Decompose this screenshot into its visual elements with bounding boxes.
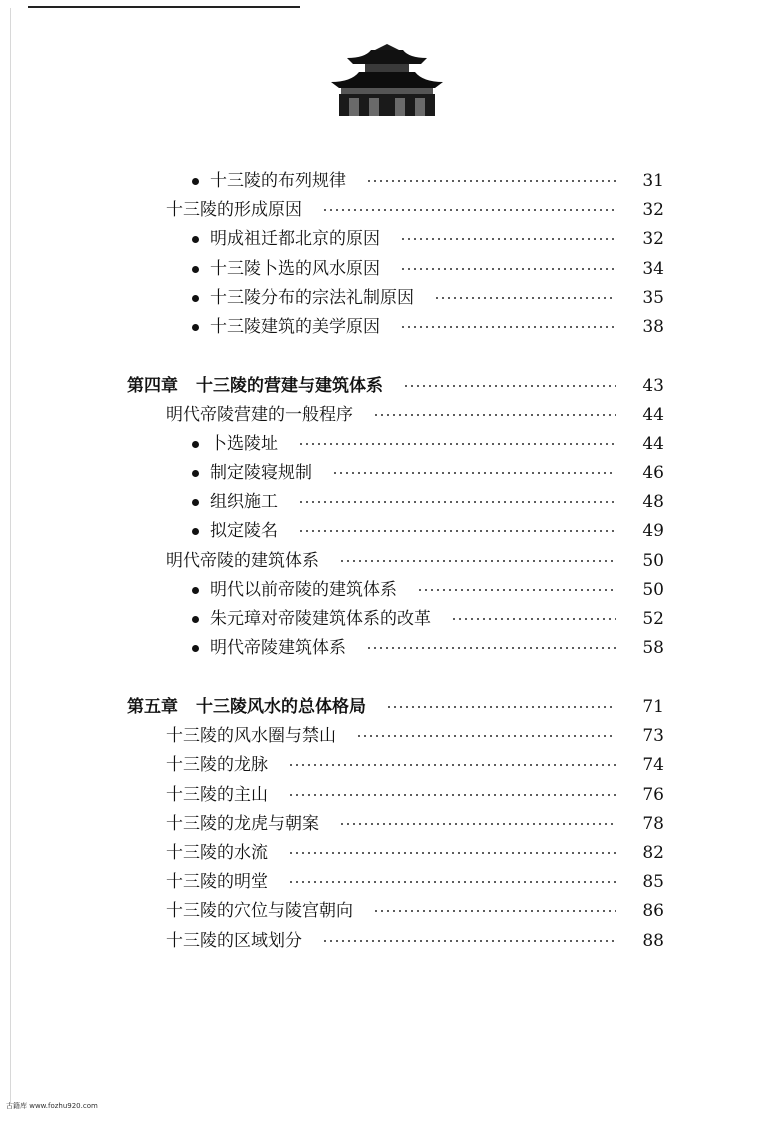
dot-leader xyxy=(322,209,616,211)
toc-entry[interactable] xyxy=(192,431,664,457)
toc-entry-title: 卜选陵址 xyxy=(210,434,278,454)
toc-section-page: 88 xyxy=(642,931,664,951)
toc-section[interactable] xyxy=(166,782,664,808)
toc-section-page: 82 xyxy=(642,843,664,863)
toc-section[interactable] xyxy=(166,723,664,749)
dot-leader xyxy=(339,823,616,825)
bullet-icon xyxy=(192,324,199,331)
toc-entry-page: 35 xyxy=(642,288,664,308)
toc-entry[interactable] xyxy=(192,256,664,282)
dot-leader xyxy=(400,268,616,270)
toc-section[interactable] xyxy=(166,752,664,778)
toc-section-page: 78 xyxy=(642,814,664,834)
toc-entry[interactable] xyxy=(192,577,664,603)
toc-entry-page: 38 xyxy=(642,317,664,337)
toc-entry-page: 31 xyxy=(642,171,664,191)
toc-entry-page: 46 xyxy=(642,463,664,483)
chapter-4-heading[interactable] xyxy=(127,373,664,399)
toc-section-title: 十三陵的风水圈与禁山 xyxy=(166,726,336,746)
chapter-page: 43 xyxy=(642,376,664,396)
dot-leader xyxy=(288,794,616,796)
toc-section-title: 十三陵的明堂 xyxy=(166,872,268,892)
toc-section-title: 十三陵的形成原因 xyxy=(166,200,302,220)
toc-entry-title: 明代帝陵建筑体系 xyxy=(210,638,346,658)
toc-section-page: 86 xyxy=(642,901,664,921)
toc-section-page: 85 xyxy=(642,872,664,892)
dot-leader xyxy=(434,297,616,299)
toc-entry-title: 组织施工 xyxy=(210,492,278,512)
dot-leader xyxy=(400,326,616,328)
toc-entry-page: 44 xyxy=(642,434,664,454)
dot-leader xyxy=(298,443,616,445)
bullet-icon xyxy=(192,587,199,594)
toc-section-title: 明代帝陵营建的一般程序 xyxy=(166,405,353,425)
dot-leader xyxy=(298,530,616,532)
toc-section[interactable] xyxy=(166,928,664,954)
toc-entry[interactable] xyxy=(192,168,664,194)
bullet-icon xyxy=(192,470,199,477)
bullet-icon xyxy=(192,616,199,623)
toc-entry-title: 制定陵寝规制 xyxy=(210,463,312,483)
dot-leader xyxy=(288,764,616,766)
chapter-page: 71 xyxy=(642,697,664,717)
dot-leader xyxy=(373,910,616,912)
toc-entry-title: 十三陵分布的宗法礼制原因 xyxy=(210,288,414,308)
bullet-icon xyxy=(192,645,199,652)
chapter-number: 第五章 xyxy=(127,697,178,717)
toc-section[interactable] xyxy=(166,840,664,866)
dot-leader xyxy=(366,180,616,182)
toc-section[interactable] xyxy=(166,869,664,895)
bullet-icon xyxy=(192,236,199,243)
toc-entry[interactable] xyxy=(192,314,664,340)
toc-entry[interactable] xyxy=(192,226,664,252)
toc-entry-title: 明代以前帝陵的建筑体系 xyxy=(210,580,397,600)
toc-section-title: 十三陵的水流 xyxy=(166,843,268,863)
toc-entry[interactable] xyxy=(192,285,664,311)
chapter-number: 第四章 xyxy=(127,376,178,396)
toc-section[interactable] xyxy=(166,811,664,837)
toc-entry-title: 朱元璋对帝陵建筑体系的改革 xyxy=(210,609,431,629)
dot-leader xyxy=(298,501,616,503)
toc-entry-title: 十三陵的布列规律 xyxy=(210,171,346,191)
dot-leader xyxy=(366,647,616,649)
chapter-title: 十三陵的营建与建筑体系 xyxy=(196,376,383,396)
dot-leader xyxy=(403,385,616,387)
toc-entry-title: 十三陵建筑的美学原因 xyxy=(210,317,380,337)
toc-section-title: 十三陵的龙脉 xyxy=(166,755,268,775)
footer-watermark: 古籍库 www.fozhu920.com xyxy=(6,1102,98,1110)
dot-leader xyxy=(288,881,616,883)
dot-leader xyxy=(400,238,616,240)
dot-leader xyxy=(373,414,616,416)
toc-entry-title: 十三陵卜选的风水原因 xyxy=(210,259,380,279)
toc-section-page: 76 xyxy=(642,785,664,805)
toc-entry-title: 明成祖迁都北京的原因 xyxy=(210,229,380,249)
dot-leader xyxy=(356,735,616,737)
toc-entry-page: 48 xyxy=(642,492,664,512)
dot-leader xyxy=(451,618,616,620)
toc-entry-title: 拟定陵名 xyxy=(210,521,278,541)
toc-section-title: 十三陵的主山 xyxy=(166,785,268,805)
toc-entry[interactable] xyxy=(192,518,664,544)
toc-entry-page: 49 xyxy=(642,521,664,541)
dot-leader xyxy=(288,852,616,854)
toc-entry[interactable] xyxy=(192,489,664,515)
toc-section[interactable] xyxy=(166,898,664,924)
toc-entry-page: 34 xyxy=(642,259,664,279)
toc-section-page: 44 xyxy=(642,405,664,425)
toc-section-page: 50 xyxy=(642,551,664,571)
toc-entry-page: 58 xyxy=(642,638,664,658)
dot-leader xyxy=(417,589,616,591)
dot-leader xyxy=(386,706,616,708)
toc-entry[interactable] xyxy=(192,606,664,632)
toc-section-page: 32 xyxy=(642,200,664,220)
toc-section-page: 74 xyxy=(642,755,664,775)
bullet-icon xyxy=(192,499,199,506)
toc-section[interactable] xyxy=(166,402,664,428)
toc-section-page: 73 xyxy=(642,726,664,746)
bullet-icon xyxy=(192,441,199,448)
dot-leader xyxy=(322,940,616,942)
dot-leader xyxy=(339,560,616,562)
toc-entry[interactable] xyxy=(192,460,664,486)
chapter-5-heading[interactable] xyxy=(127,694,664,720)
bullet-icon xyxy=(192,266,199,273)
toc-section[interactable] xyxy=(166,548,664,574)
toc-section-title: 十三陵的穴位与陵宫朝向 xyxy=(166,901,353,921)
bullet-icon xyxy=(192,178,199,185)
chapter-title: 十三陵风水的总体格局 xyxy=(196,697,366,717)
bullet-icon xyxy=(192,295,199,302)
toc-section-title: 明代帝陵的建筑体系 xyxy=(166,551,319,571)
toc-section-title: 十三陵的龙虎与朝案 xyxy=(166,814,319,834)
bullet-icon xyxy=(192,528,199,535)
toc-section-title: 十三陵的区域划分 xyxy=(166,931,302,951)
toc-entry[interactable] xyxy=(192,635,664,661)
dot-leader xyxy=(332,472,616,474)
toc-entry-page: 50 xyxy=(642,580,664,600)
toc-entry-page: 52 xyxy=(642,609,664,629)
toc-entry-page: 32 xyxy=(642,229,664,249)
toc-section[interactable] xyxy=(166,197,664,223)
